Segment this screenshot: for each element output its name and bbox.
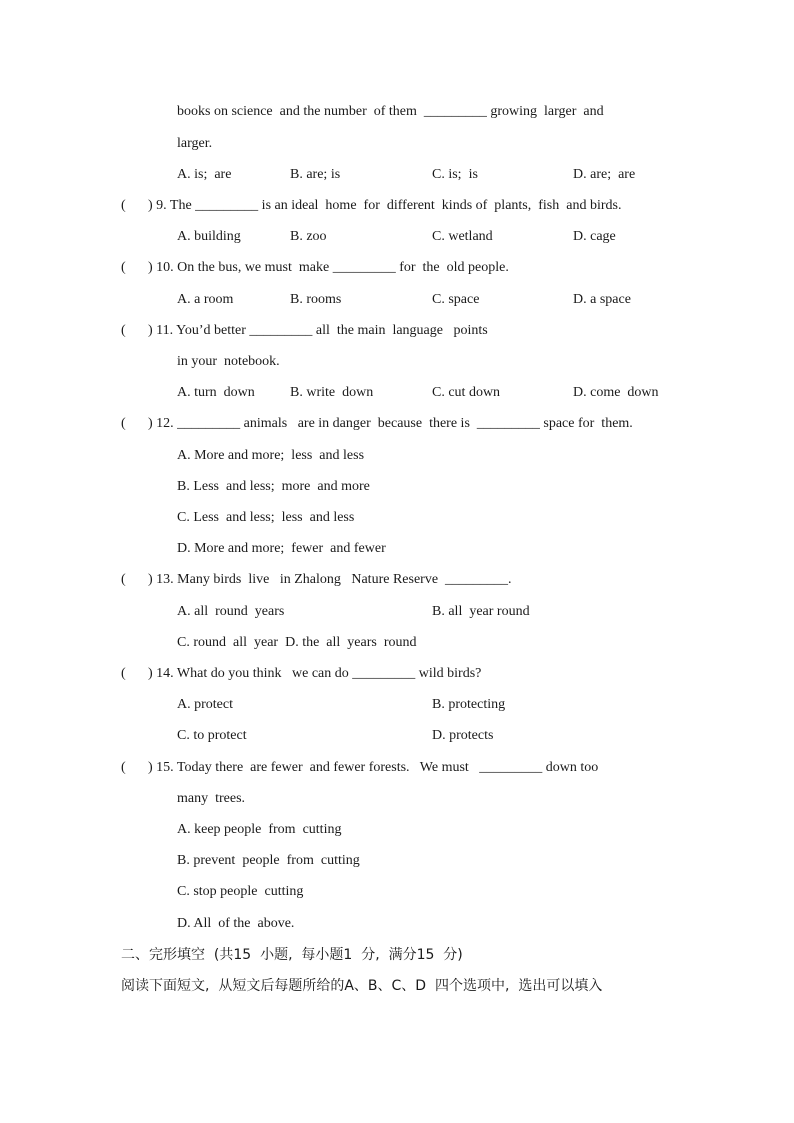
q12-option-b: B. Less and less; more and more — [177, 479, 370, 494]
q14-option-d: D. protects — [432, 728, 494, 743]
q13-answer-paren[interactable]: ( — [121, 572, 126, 587]
q13-option-cd: C. round all year D. the all years round — [177, 635, 417, 650]
q9-option-d: D. cage — [573, 229, 616, 244]
q10-option-b: B. rooms — [290, 292, 342, 307]
q15-stem-cont: many trees. — [177, 791, 246, 806]
q15-option-d: D. All of the above. — [177, 916, 295, 931]
q8-option-c: C. is; is — [432, 167, 478, 182]
q8-option-d: D. are; are — [573, 167, 636, 182]
q9-stem: ) 9. The _________ is an ideal home for different kinds of plants, fish and birds. — [148, 198, 622, 213]
q14-answer-paren[interactable]: ( — [121, 666, 126, 681]
q14-option-b: B. protecting — [432, 697, 506, 712]
q9-option-c: C. wetland — [432, 229, 493, 244]
q14-stem: ) 14. What do you think we can do _________ wild birds? — [148, 666, 482, 681]
q13-stem: ) 13. Many birds live in Zhalong Nature Reserve _________. — [148, 572, 512, 587]
q10-option-d: D. a space — [573, 292, 631, 307]
q9-answer-paren[interactable]: ( — [121, 198, 126, 213]
q11-stem: ) 11. You’d better _________ all the main language points — [148, 323, 488, 338]
q11-answer-paren[interactable]: ( — [121, 323, 126, 338]
q12-answer-paren[interactable]: ( — [121, 416, 126, 431]
q11-stem-cont: in your notebook. — [177, 354, 280, 369]
q12-option-c: C. Less and less; less and less — [177, 510, 355, 525]
q14-option-a: A. protect — [177, 697, 233, 712]
q15-option-a: A. keep people from cutting — [177, 822, 342, 837]
q12-stem: ) 12. _________ animals are in danger because there is _________ space for them. — [148, 416, 633, 431]
q14-option-c: C. to protect — [177, 728, 247, 743]
q15-option-c: C. stop people cutting — [177, 884, 304, 899]
q11-option-c: C. cut down — [432, 385, 501, 400]
q10-answer-paren[interactable]: ( — [121, 260, 126, 275]
q15-answer-paren[interactable]: ( — [121, 760, 126, 775]
q12-option-a: A. More and more; less and less — [177, 448, 365, 463]
q10-option-c: C. space — [432, 292, 480, 307]
q8-stem-line1: books on science and the number of them _________ growing larger and — [177, 104, 604, 119]
section2-title: 二、完形填空 (共15 小题, 每小题1 分, 满分15 分) — [121, 947, 463, 963]
q9-option-b: B. zoo — [290, 229, 327, 244]
q9-option-a: A. building — [177, 229, 241, 244]
q12-option-d: D. More and more; fewer and fewer — [177, 541, 386, 556]
q8-option-b: B. are; is — [290, 167, 341, 182]
q11-option-a: A. turn down — [177, 385, 255, 400]
q8-stem-line2: larger. — [177, 136, 213, 151]
q11-option-b: B. write down — [290, 385, 374, 400]
q13-option-a: A. all round years — [177, 604, 285, 619]
q10-stem: ) 10. On the bus, we must make _________ for the old people. — [148, 260, 509, 275]
q10-option-a: A. a room — [177, 292, 234, 307]
q15-stem: ) 15. Today there are fewer and fewer forests. We must _________ down too — [148, 760, 599, 775]
q13-option-b: B. all year round — [432, 604, 530, 619]
q15-option-b: B. prevent people from cutting — [177, 853, 360, 868]
section2-intro: 阅读下面短文, 从短文后每题所给的A、B、C、D 四个选项中, 选出可以填入 — [121, 978, 603, 994]
q11-option-d: D. come down — [573, 385, 659, 400]
q8-option-a: A. is; are — [177, 167, 232, 182]
